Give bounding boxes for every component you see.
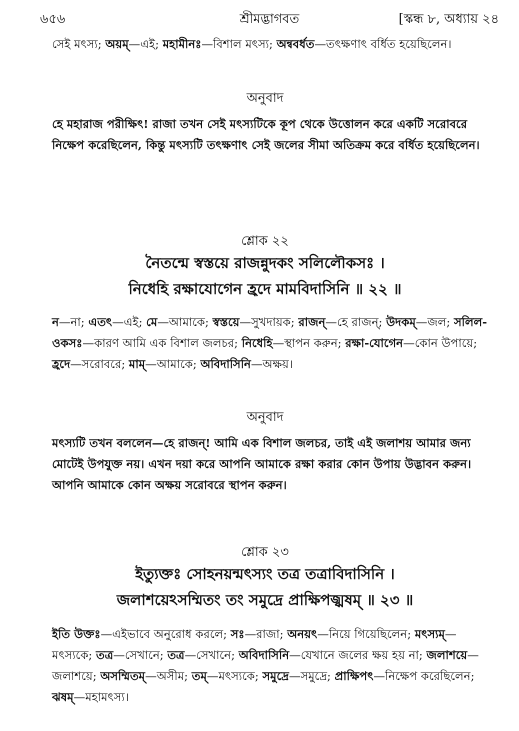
book-title: শ্রীমদ্ভাগবত [239, 12, 300, 27]
term-meaning: —এইভাবে অনুরোধ করলে; [100, 627, 228, 641]
sanskrit-term: ন [52, 315, 59, 329]
term-meaning: —স্থাপন করুন; [272, 336, 342, 350]
term-meaning: —সুখদায়ক; [239, 315, 295, 329]
sanskrit-term: উদকম্ [386, 315, 416, 329]
sanskrit-term: জলাশয়ে [426, 648, 468, 662]
verse-23-heading: শ্লোক ২৩ [241, 545, 289, 560]
sanskrit-term: অবিদাসিনি [200, 357, 251, 371]
term-meaning: —না; [58, 315, 85, 329]
term-meaning: সেই মৎস্য; [52, 37, 102, 51]
term-meaning: —আমাকে; [145, 357, 197, 371]
sanskrit-term: তত্র [96, 648, 114, 662]
sanskrit-term: মাম্ [128, 357, 146, 371]
term-meaning: —রাজা; [244, 627, 284, 641]
sanskrit-term: নিধেহি [241, 336, 273, 350]
term-meaning: —নিয়ে গিয়েছিলেন; [317, 627, 412, 641]
term-meaning: —আমাকে; [157, 315, 209, 329]
term-meaning: —তৎক্ষণাৎ বর্ধিত হয়েছিলেন। [314, 37, 452, 51]
verse-22-line-2: নিধেহি রক্ষাযোগেন হ্রদে মামবিদাসিনি ॥ ২২ ॥ [128, 280, 402, 298]
sanskrit-term: স্বস্তয়ে [212, 315, 240, 329]
synonyms-23 [52, 624, 490, 708]
verse-23-line-2: জলাশয়েঽসম্মিতং তং সমুদ্রে প্রাক্ষিপজ্ঝষম্ ॥ ২৩ ॥ [116, 591, 414, 609]
term-meaning: —জল; [415, 315, 451, 329]
term-meaning: —মৎস্যকে; [206, 669, 259, 683]
sanskrit-term: মহামীনঃ [162, 37, 202, 51]
sanskrit-term: অসম্মিতম্ [100, 669, 146, 683]
top-synonyms [52, 34, 490, 55]
term-meaning: —এই; [128, 37, 159, 51]
term-meaning: —জলাশয়ে; [52, 648, 479, 683]
term-meaning: —কোন উপায়ে; [403, 336, 478, 350]
sanskrit-term: হ্রদে [52, 357, 71, 371]
sanskrit-term: অয়ম্ [105, 37, 129, 51]
term-meaning: —সেখানে; [184, 648, 235, 662]
sanskrit-term: মৎস্যম্ [414, 627, 445, 641]
sanskrit-term: ইতি উক্তঃ [52, 627, 101, 641]
sanskrit-term: অবিদাসিনি [238, 648, 290, 662]
term-meaning: —সরোবরে; [70, 357, 126, 371]
sanskrit-term: প্রাক্ষিপৎ [334, 669, 374, 683]
translation-2: মৎস্যটি তখন বললেন—হে রাজন্! আমি এক বিশাল জলচর, তাই এই জলাশয় আমার জন্য মোটেই উপযুক্ত নয়। এখন দয়া করে আপনি আমাকে রক্ষা করার কোন উপায় উদ্ভাবন করুন। আপনি আমাকে কোন অক্ষয় সরোবরে স্থাপন করুন। [52, 436, 472, 492]
canto-chapter-label: [স্কন্ধ ৮, অধ্যায় ২৪ [398, 12, 499, 27]
sanskrit-term: ঝষম্ [52, 690, 74, 704]
translation-heading-2: অনুবাদ [246, 410, 284, 425]
sanskrit-term: এতৎ [88, 315, 113, 329]
term-meaning: —অসীম; [145, 669, 189, 683]
term-meaning: —যেখানে জলের ক্ষয় হয় না; [289, 648, 423, 662]
term-meaning: —সেখানে; [113, 648, 164, 662]
sanskrit-term: রক্ষা-যোগেন [345, 336, 404, 350]
translation-1: হে মহারাজ পরীক্ষিৎ! রাজা তখন সেই মৎস্যটিকে কূপ থেকে উত্তোলন করে একটি সরোবরে নিক্ষেপ করেছিলেন, কিন্তু মৎস্যটি তৎক্ষণাৎ সেই জলের সীমা অতিক্রম করে বর্ধিত হয়েছিলেন। [52, 117, 480, 152]
synonyms-22 [52, 312, 490, 375]
term-meaning: —বিশাল মৎস্য; [201, 37, 273, 51]
sanskrit-term: মে [146, 315, 158, 329]
sanskrit-term: সমুদ্রে [262, 669, 289, 683]
sanskrit-term: সলিল-ওকসঃ [52, 315, 488, 350]
verse-23-line-1: ইত্যুক্তঃ সোহনয়ন্মৎস্যং তত্র তত্রাবিদাসিনি । [135, 565, 395, 583]
sanskrit-term: অনয়ৎ [287, 627, 318, 641]
term-meaning: —নিক্ষেপ করেছিলেন; [373, 669, 475, 683]
term-meaning: —কারণ আমি এক বিশাল জলচর; [82, 336, 239, 350]
term-meaning: —সমুদ্রে; [288, 669, 331, 683]
sanskrit-term: তম্ [191, 669, 207, 683]
sanskrit-term: সঃ [230, 627, 245, 641]
verse-22-line-1: নৈতন্মে স্বস্তয়ে রাজন্নুদকং সলিলৌকসঃ । [145, 254, 385, 272]
term-meaning: —এই; [112, 315, 143, 329]
verse-22-heading: শ্লোক ২২ [241, 234, 289, 249]
sanskrit-term: তত্র [167, 648, 185, 662]
page-header [40, 10, 499, 30]
translation-heading-1: অনুবাদ [246, 91, 284, 106]
term-meaning: —মৎস্যকে; [52, 627, 457, 662]
term-meaning: —অক্ষয়। [250, 357, 293, 371]
page-number: ৬৫৬ [40, 12, 66, 27]
term-meaning: —মহামৎস্য। [73, 690, 129, 704]
term-meaning: —হে রাজন্; [325, 315, 383, 329]
sanskrit-term: রাজন্ [298, 315, 326, 329]
sanskrit-term: অন্ববর্ধত [276, 37, 315, 51]
